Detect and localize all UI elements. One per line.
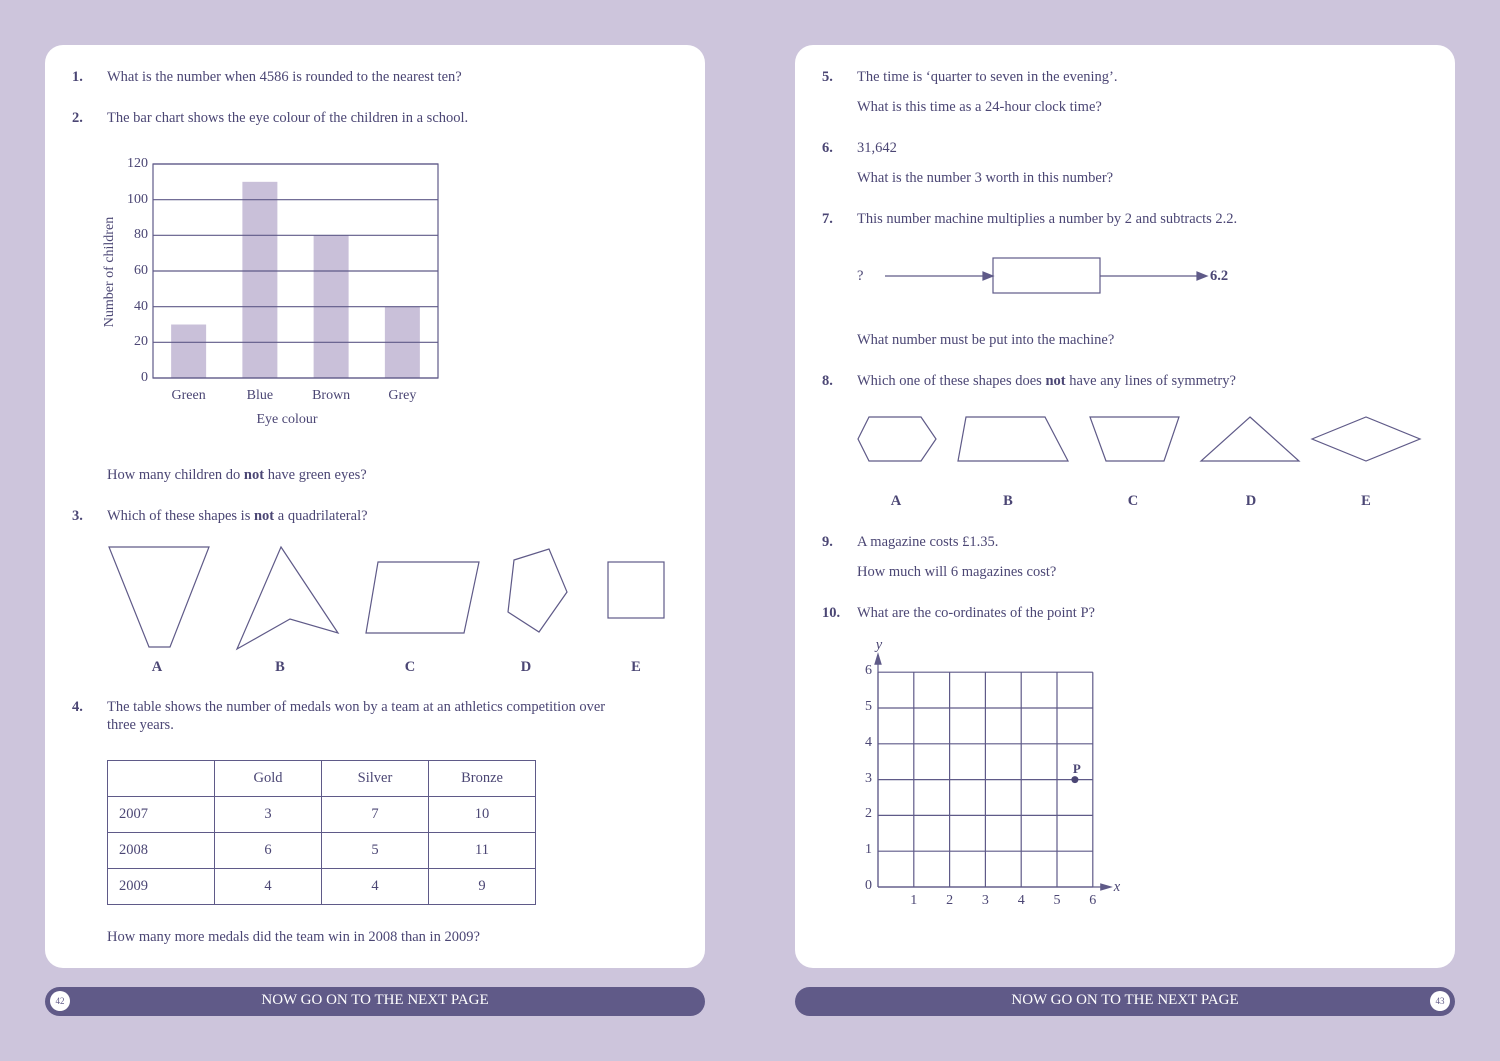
shape-label: D	[1245, 493, 1257, 509]
q2-text: The bar chart shows the eye colour of the children in a school.	[107, 110, 469, 126]
text: have green eyes?	[264, 467, 367, 483]
shape-label: C	[1127, 493, 1139, 509]
q4-text-line1: The table shows the number of medals won by a team at an athletics competition over	[107, 699, 606, 715]
x-arrow-icon	[1101, 884, 1111, 890]
x-tick-label: 5	[1053, 893, 1061, 908]
machine-output: 6.2	[1210, 268, 1229, 284]
cell: 4	[215, 869, 322, 905]
cell: 4	[322, 869, 429, 905]
bold-text: not	[253, 508, 275, 524]
q10-number: 10.	[822, 605, 841, 621]
q10-text: What are the co-ordinates of the point P?	[857, 605, 1095, 621]
header-cell	[108, 761, 215, 797]
y-tick-label: 60	[134, 263, 148, 278]
shape-c-trapezium	[1090, 417, 1179, 461]
q9-question: How much will 6 magazines cost?	[857, 564, 1057, 580]
point-label: P	[1072, 760, 1081, 776]
shape-b-arrowhead	[237, 547, 338, 649]
bar-chart	[153, 164, 438, 378]
x-tick-label: 3	[981, 893, 989, 908]
cell: 9	[429, 869, 536, 905]
x-tick-label: Brown	[312, 388, 351, 403]
shape-label: E	[1361, 493, 1371, 509]
y-tick-label: 80	[134, 227, 148, 243]
table-row	[108, 797, 536, 833]
q6-number: 6.	[822, 140, 833, 156]
shape-label: B	[1003, 493, 1013, 509]
shape-e-square	[608, 562, 664, 618]
q8-text	[857, 372, 1236, 390]
y-axis-label: y	[875, 637, 883, 653]
table-header-row	[108, 761, 536, 797]
x-tick-label: 2	[946, 893, 954, 908]
q7-question: What number must be put into the machine?	[857, 332, 1115, 348]
cell: 5	[322, 833, 429, 869]
q6-text: 31,642	[857, 140, 897, 156]
arrowhead-icon	[983, 272, 993, 280]
y-tick-label: 0	[141, 370, 148, 385]
year-cell: 2009	[108, 869, 215, 905]
shape-d-triangle	[1201, 417, 1299, 461]
machine-input: ?	[857, 268, 864, 284]
q2-number: 2.	[72, 110, 83, 126]
shape-c-parallelogram	[366, 562, 479, 633]
q9-number: 9.	[822, 534, 833, 550]
shape-a-hexagon	[858, 417, 936, 461]
cell: 10	[429, 797, 536, 833]
x-tick-label: Green	[171, 388, 206, 403]
x-tick-label: 1	[910, 893, 918, 908]
x-tick-label: 4	[1017, 893, 1025, 908]
x-tick-label: Blue	[246, 388, 274, 403]
cell: 11	[429, 833, 536, 869]
q4-question: How many more medals did the team win in 2008 than in 2009?	[107, 929, 480, 945]
q7-text: This number machine multiplies a number by 2 and subtracts 2.2.	[857, 211, 1238, 227]
next-page-label: NOW GO ON TO THE NEXT PAGE	[261, 992, 489, 1008]
y-tick-label: 120	[127, 156, 148, 171]
q5-question: What is this time as a 24-hour clock time?	[857, 99, 1102, 115]
header-cell: Silver	[322, 761, 429, 797]
footer-bar	[795, 987, 1455, 1016]
bar-blue	[242, 182, 277, 378]
q6-question: What is the number 3 worth in this number?	[857, 170, 1114, 186]
y-tick-label: 40	[134, 298, 148, 314]
q5-number: 5.	[822, 69, 833, 85]
y-tick-label: 5	[865, 699, 872, 714]
shape-d-pentagon	[508, 549, 567, 632]
text: How many children do	[107, 467, 244, 483]
page-number: 43	[1430, 991, 1450, 1011]
shape-label: A	[890, 493, 902, 509]
y-tick-label: 20	[134, 334, 148, 350]
y-tick-label: 6	[865, 663, 872, 679]
bold-text: not	[1045, 373, 1066, 389]
x-axis-label: x	[1113, 879, 1121, 895]
q4-text-line2: three years.	[107, 717, 174, 733]
medals-table	[107, 760, 536, 905]
header-cell: Bronze	[429, 761, 536, 797]
text: have any lines of symmetry?	[1065, 373, 1236, 389]
text: Which one of these shapes does	[857, 373, 1046, 389]
q3-number: 3.	[72, 508, 83, 524]
y-tick-label: 2	[865, 806, 872, 822]
cell: 3	[215, 797, 322, 833]
y-tick-label: 0	[865, 878, 872, 893]
y-tick-label: 3	[865, 770, 872, 786]
year-cell: 2008	[108, 833, 215, 869]
q8-number: 8.	[822, 373, 833, 389]
number-machine-box	[993, 258, 1100, 293]
arrowhead-icon	[1197, 272, 1207, 280]
footer-bar	[45, 987, 705, 1016]
shape-a-trapezium	[109, 547, 209, 647]
x-tick-label: Grey	[388, 388, 417, 403]
shape-label: E	[631, 659, 641, 675]
q3-text	[107, 507, 368, 525]
table-row	[108, 833, 536, 869]
bold-text: not	[243, 467, 265, 483]
q2-question	[107, 466, 367, 484]
y-tick-label: 1	[865, 842, 872, 858]
cell: 7	[322, 797, 429, 833]
q7-number: 7.	[822, 211, 833, 227]
text: a quadrilateral?	[274, 508, 368, 524]
next-page-label: NOW GO ON TO THE NEXT PAGE	[1011, 992, 1239, 1008]
q4-number: 4.	[72, 699, 83, 715]
page-number: 42	[50, 991, 70, 1011]
x-axis-label: Eye colour	[256, 412, 318, 427]
q1-number: 1.	[72, 69, 83, 85]
y-tick-label: 4	[865, 734, 872, 750]
y-axis-label: Number of children	[102, 216, 117, 328]
table-row	[108, 869, 536, 905]
shape-label: D	[520, 659, 532, 675]
cell: 6	[215, 833, 322, 869]
bar-green	[171, 325, 206, 379]
shape-e-rhombus	[1312, 417, 1420, 461]
y-arrow-icon	[875, 654, 881, 664]
shape-label: B	[275, 659, 285, 675]
header-cell: Gold	[215, 761, 322, 797]
year-cell: 2007	[108, 797, 215, 833]
shape-b-trapezium	[958, 417, 1068, 461]
q5-text: The time is ‘quarter to seven in the evening’.	[857, 69, 1118, 85]
shape-label: A	[151, 659, 163, 675]
q1-text: What is the number when 4586 is rounded to the nearest ten?	[107, 69, 462, 85]
y-tick-label: 100	[127, 191, 148, 207]
shape-label: C	[404, 659, 416, 675]
text: Which of these shapes is	[107, 508, 254, 524]
q9-text: A magazine costs £1.35.	[857, 534, 999, 550]
x-tick-label: 6	[1089, 893, 1097, 908]
